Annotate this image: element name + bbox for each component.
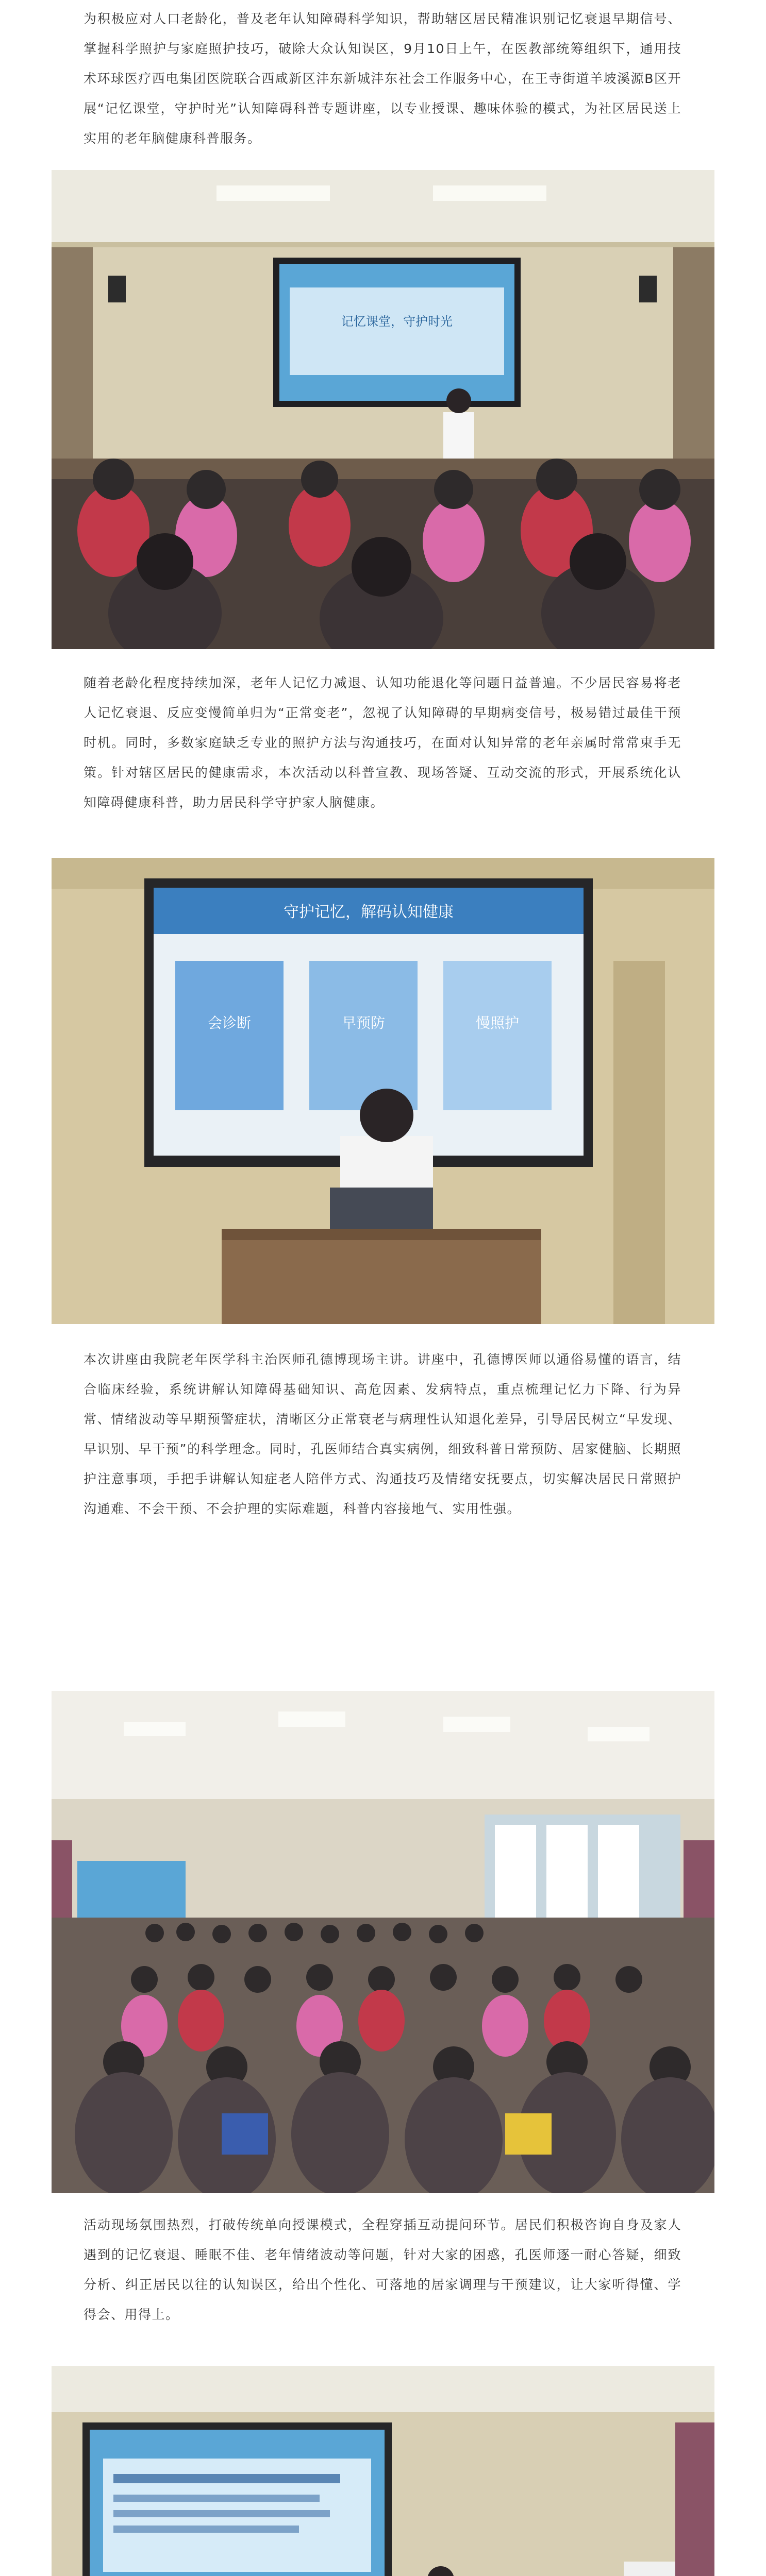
screen-title-2: 守护记忆，解码认知健康	[284, 903, 454, 921]
lecture-photo-overview	[52, 170, 714, 649]
article-paragraph-background: 随着老龄化程度持续加深，老年人记忆力减退、认知功能退化等问题日益普遍。不少居民容易将老人记忆衰退、反应变慢简单归为“正常变老”，忽视了认知障碍的早期病变信号，极易错过最佳干预时机。同时，多数家庭缺乏专业的照护方法与沟通技巧，在面对认知异常的老年亲属时常常束手无策。针对辖区居民的健康需求，本次活动以科普宣教、现场答疑、互动交流的形式，开展系统化认知障碍健康科普，助力居民科学守护家人脑健康。	[84, 675, 681, 810]
screen-card-3: 慢照护	[475, 1014, 520, 1031]
article-paragraph-intro: 为积极应对人口老龄化，普及老年认知障碍科学知识，帮助辖区居民精准识别记忆衰退早期信号、掌握科学照护与家庭照护技巧，破除大众认知误区，9月10日上午，在医教部统筹组织下，通用技术环球医疗西电集团医院联合西咸新区沣东新城沣东社会工作服务中心，在王寺街道羊坡溪源B区开展“记忆课堂，守护时光”认知障碍科普专题讲座，以专业授课、趣味体验的模式，为社区居民送上实用的老年脑健康科普服务。	[84, 11, 681, 146]
screen-card-1: 会诊断	[207, 1014, 252, 1031]
article-paragraph-lecture: 本次讲座由我院老年医学科主治医师孔德博现场主讲。讲座中，孔德博医师以通俗易懂的语言，结合临床经验，系统讲解认知障碍基础知识、高危因素、发病特点，重点梳理记忆力下降、行为异常、情绪波动等早期预警症状，清晰区分正常衰老与病理性认知退化差异，引导居民树立“早发现、早识别、早干预”的科学理念。同时，孔医师结合真实病例，细致科普日常预防、居家健脑、长期照护注意事项，手把手讲解认知症老人陪伴方式、沟通技巧及情绪安抚要点，切实解决居民日常照护沟通难、不会干预、不会护理的实际难题，科普内容接地气、实用性强。	[84, 1352, 681, 1516]
screen-title-1: 记忆课堂，守护时光	[341, 314, 453, 329]
lecturer-podium-photo	[52, 858, 714, 1324]
screen-card-2: 早预防	[341, 1014, 386, 1031]
article-paragraph-interaction: 活动现场氛围热烈，打破传统单向授课模式，全程穿插互动提问环节。居民们积极咨询自身及家人遇到的记忆衰退、睡眠不佳、老年情绪波动等问题，针对大家的困惑，孔医师逐一耐心答疑，细致分析、纠正居民以往的认知误区，给出个性化、可落地的居家调理与干预建议，让大家听得懂、学得会、用得上。	[84, 2217, 681, 2322]
lecture-slides-photo	[52, 2366, 714, 2576]
audience-wide-photo	[52, 1691, 714, 2193]
